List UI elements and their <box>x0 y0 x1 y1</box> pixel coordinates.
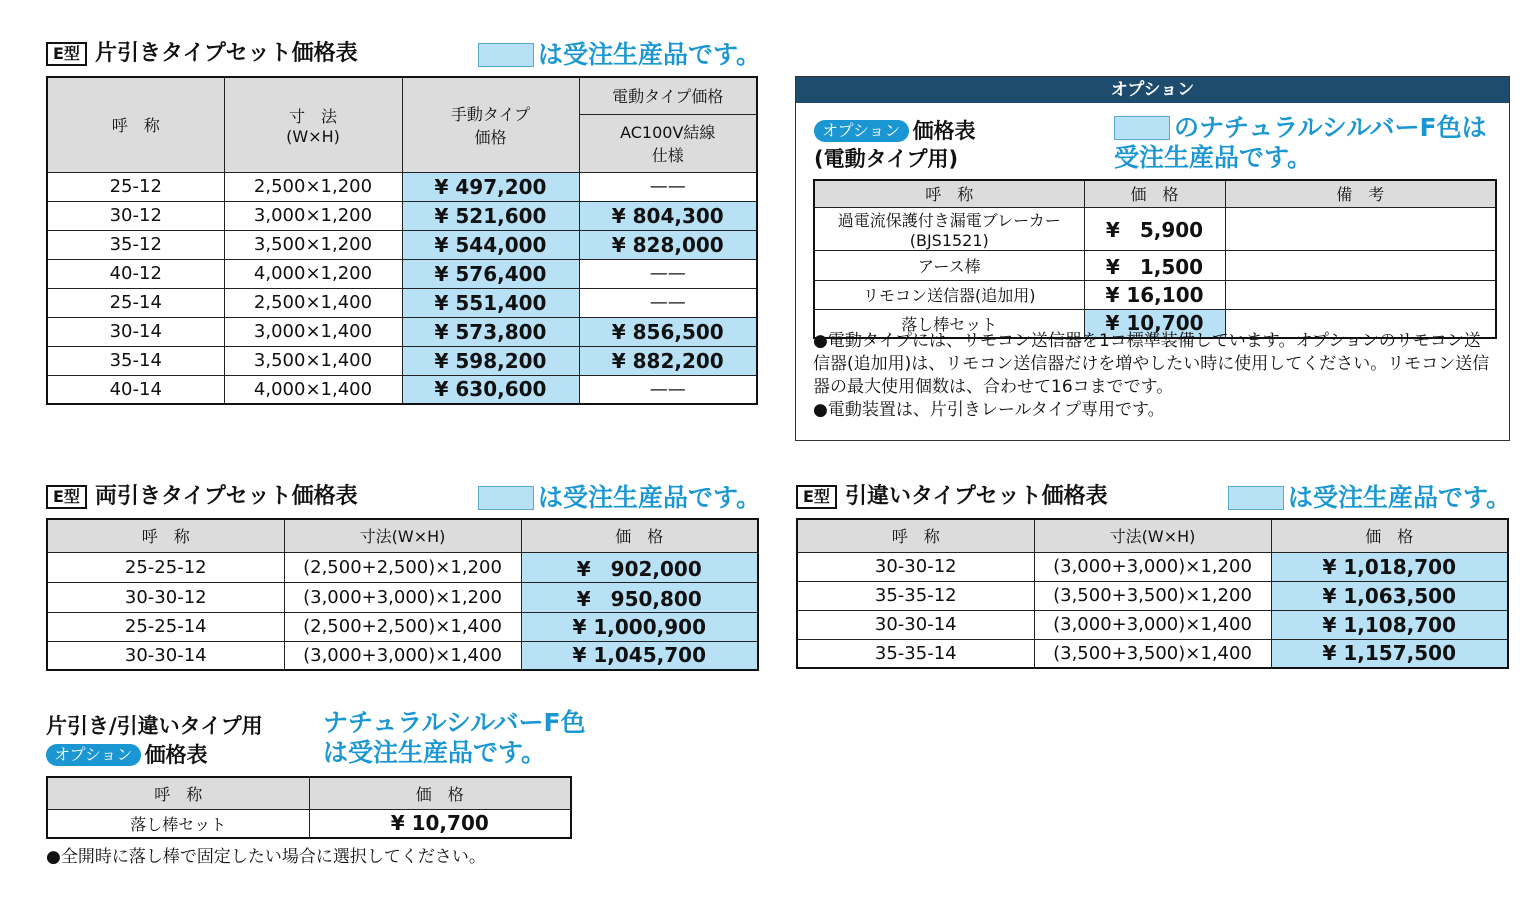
row-electric-price: ¥ 804,300 <box>579 201 757 230</box>
header-price: 価 格 <box>309 777 571 809</box>
row-name: 25-25-12 <box>47 552 284 582</box>
row-name: アース棒 <box>814 250 1084 280</box>
option-price-table <box>813 179 1497 339</box>
option-note-1: ●電動タイプには、リモコン送信器を1コ標準装備しています。オプションのリモコン送信器(追加用)は、リモコン送信器だけを増やしたい時に使用してください。リモコン送信器の最大使用個数は、合わせて16コまでです。 <box>813 331 1490 397</box>
row-size: (3,000+3,000)×1,200 <box>1034 552 1271 581</box>
row-name: 35-12 <box>47 230 224 259</box>
table-row <box>47 288 757 317</box>
row-name: 30-30-12 <box>47 582 284 612</box>
row-size: (3,000+3,000)×1,200 <box>284 582 521 612</box>
option-notes <box>813 330 1497 422</box>
table-row <box>47 375 757 404</box>
row-price: ¥ 1,018,700 <box>1271 552 1508 581</box>
sec1-type-tag: E型 <box>46 42 87 66</box>
color-swatch <box>1114 116 1170 140</box>
option-subtitle: (電動タイプ用) <box>814 147 959 171</box>
sec1-title-text: 片引きタイプセット価格表 <box>94 41 358 66</box>
row-name: 35-35-12 <box>797 581 1034 610</box>
sec1-price-table <box>46 76 758 405</box>
option-panel-header: オプション <box>796 77 1509 103</box>
row-manual-price: ¥ 573,800 <box>402 317 579 346</box>
sec4-note-line2: は受注生産品です。 <box>323 738 547 767</box>
row-name: 落し棒セット <box>814 309 1084 338</box>
row-remarks <box>1225 207 1496 250</box>
table-row <box>47 552 758 582</box>
row-name: 30-14 <box>47 317 224 346</box>
header-name: 呼 称 <box>47 777 309 809</box>
row-size: 4,000×1,200 <box>224 259 402 288</box>
row-size: 4,000×1,400 <box>224 375 402 404</box>
row-manual-price: ¥ 521,600 <box>402 201 579 230</box>
row-name: 35-14 <box>47 346 224 375</box>
sec1-title <box>46 40 358 68</box>
header-remarks: 備 考 <box>1225 180 1496 207</box>
row-name: 30-30-12 <box>797 552 1034 581</box>
sec3-made-to-order-note <box>1228 483 1511 513</box>
row-electric-price: —— <box>579 172 757 201</box>
row-price: ¥ 902,000 <box>521 552 758 582</box>
sec3-type-tag: E型 <box>796 485 837 509</box>
row-name: 30-30-14 <box>797 610 1034 639</box>
sec4-title-line1: 片引き/引違いタイプ用 <box>46 714 263 738</box>
made-to-order-text: は受注生産品です。 <box>1288 483 1512 512</box>
header-size: 寸法(W×H) <box>1034 519 1271 552</box>
header-price: 価 格 <box>1271 519 1508 552</box>
header-size: 寸法(W×H) <box>284 519 521 552</box>
row-size: 3,000×1,400 <box>224 317 402 346</box>
row-name: 25-25-14 <box>47 612 284 641</box>
row-electric-price: —— <box>579 259 757 288</box>
row-manual-price: ¥ 598,200 <box>402 346 579 375</box>
header-name: 呼 称 <box>797 519 1034 552</box>
row-name: 25-14 <box>47 288 224 317</box>
row-electric-price: ¥ 856,500 <box>579 317 757 346</box>
table-row <box>47 172 757 201</box>
row-manual-price: ¥ 497,200 <box>402 172 579 201</box>
sec2-made-to-order-note <box>478 483 761 513</box>
table-row <box>814 280 1496 309</box>
row-name: リモコン送信器(追加用) <box>814 280 1084 309</box>
sec2-price-table <box>46 518 759 671</box>
row-price: ¥ 10,700 <box>1084 309 1225 338</box>
row-price: ¥ 1,045,700 <box>521 641 758 670</box>
option-note-line2: 受注生産品です。 <box>1114 143 1313 172</box>
row-size: 3,000×1,200 <box>224 201 402 230</box>
header-electric-price: 電動タイプ価格 <box>579 77 757 114</box>
row-electric-price: —— <box>579 375 757 404</box>
row-price: ¥ 1,157,500 <box>1271 639 1508 668</box>
table-row <box>47 809 571 838</box>
row-name: 40-14 <box>47 375 224 404</box>
made-to-order-text: は受注生産品です。 <box>538 40 762 69</box>
table-row <box>814 207 1496 250</box>
table-row <box>797 552 1508 581</box>
table-row <box>47 201 757 230</box>
made-to-order-text: は受注生産品です。 <box>538 483 762 512</box>
table-row <box>797 639 1508 668</box>
table-row <box>47 317 757 346</box>
sec2-title-text: 両引きタイプセット価格表 <box>94 484 358 509</box>
row-name: 35-35-14 <box>797 639 1034 668</box>
row-remarks <box>1225 280 1496 309</box>
row-manual-price: ¥ 544,000 <box>402 230 579 259</box>
row-size: (2,500+2,500)×1,200 <box>284 552 521 582</box>
row-size: (3,500+3,500)×1,400 <box>1034 639 1271 668</box>
row-size: 3,500×1,200 <box>224 230 402 259</box>
row-price: ¥ 1,063,500 <box>1271 581 1508 610</box>
option-note-2: ●電動装置は、片引きレールタイプ専用です。 <box>813 400 1165 420</box>
header-manual-price: 手動タイプ 価格 <box>402 77 579 172</box>
header-price: 価 格 <box>1084 180 1225 207</box>
row-price: ¥ 1,500 <box>1084 250 1225 280</box>
header-electric-spec: AC100V結線 仕様 <box>579 114 757 172</box>
row-name: 30-12 <box>47 201 224 230</box>
sec2-title <box>46 483 358 511</box>
header-name: 呼 称 <box>814 180 1084 207</box>
option-made-to-order-note <box>1114 113 1487 143</box>
header-size: 寸 法 (W×H) <box>224 77 402 172</box>
row-size: (3,000+3,000)×1,400 <box>284 641 521 670</box>
row-size: 2,500×1,200 <box>224 172 402 201</box>
row-name: 40-12 <box>47 259 224 288</box>
row-name: 落し棒セット <box>47 809 309 838</box>
table-row <box>47 346 757 375</box>
row-price: ¥ 5,900 <box>1084 207 1225 250</box>
header-name: 呼 称 <box>47 519 284 552</box>
sec2-type-tag: E型 <box>46 485 87 509</box>
row-price: ¥ 1,108,700 <box>1271 610 1508 639</box>
option-title-text: 価格表 <box>912 119 976 143</box>
header-price: 価 格 <box>521 519 758 552</box>
row-electric-price: —— <box>579 288 757 317</box>
option-pill: オプション <box>814 120 909 142</box>
table-row <box>47 641 758 670</box>
row-manual-price: ¥ 630,600 <box>402 375 579 404</box>
sec4-note-line1: ナチュラルシルバーF色 <box>323 708 586 737</box>
sec3-title <box>796 483 1108 511</box>
sec4-option-pill: オプション <box>46 744 141 766</box>
table-row <box>47 230 757 259</box>
sec3-title-text: 引違いタイプセット価格表 <box>844 484 1108 509</box>
row-size: 3,500×1,400 <box>224 346 402 375</box>
row-price: ¥ 950,800 <box>521 582 758 612</box>
sec4-footnote: ●全開時に落し棒で固定したい場合に選択してください。 <box>46 847 486 867</box>
table-row <box>47 612 758 641</box>
row-name: 25-12 <box>47 172 224 201</box>
sec3-price-table <box>796 518 1509 669</box>
sec1-made-to-order-note <box>478 40 761 70</box>
sec4-price-table <box>46 776 572 839</box>
color-swatch <box>478 43 534 67</box>
table-row <box>47 259 757 288</box>
option-note-line1: のナチュラルシルバーF色は <box>1174 113 1487 142</box>
header-name: 呼 称 <box>47 77 224 172</box>
row-electric-price: ¥ 882,200 <box>579 346 757 375</box>
row-manual-price: ¥ 576,400 <box>402 259 579 288</box>
row-price: ¥ 1,000,900 <box>521 612 758 641</box>
color-swatch <box>1228 486 1284 510</box>
row-electric-price: ¥ 828,000 <box>579 230 757 259</box>
table-row <box>47 582 758 612</box>
option-panel <box>795 76 1510 441</box>
row-name: 30-30-14 <box>47 641 284 670</box>
row-size: 2,500×1,400 <box>224 288 402 317</box>
table-row <box>797 610 1508 639</box>
sec4-title-line2 <box>46 741 208 769</box>
row-size: (2,500+2,500)×1,400 <box>284 612 521 641</box>
row-remarks <box>1225 250 1496 280</box>
table-row <box>814 250 1496 280</box>
table-row <box>797 581 1508 610</box>
color-swatch <box>478 486 534 510</box>
row-size: (3,000+3,000)×1,400 <box>1034 610 1271 639</box>
row-manual-price: ¥ 551,400 <box>402 288 579 317</box>
row-price: ¥ 16,100 <box>1084 280 1225 309</box>
row-size: (3,500+3,500)×1,200 <box>1034 581 1271 610</box>
option-title <box>814 117 976 145</box>
sec4-title-text: 価格表 <box>144 743 208 767</box>
row-price: ¥ 10,700 <box>309 809 571 838</box>
row-name: 過電流保護付き漏電ブレーカー(BJS1521) <box>814 207 1084 250</box>
